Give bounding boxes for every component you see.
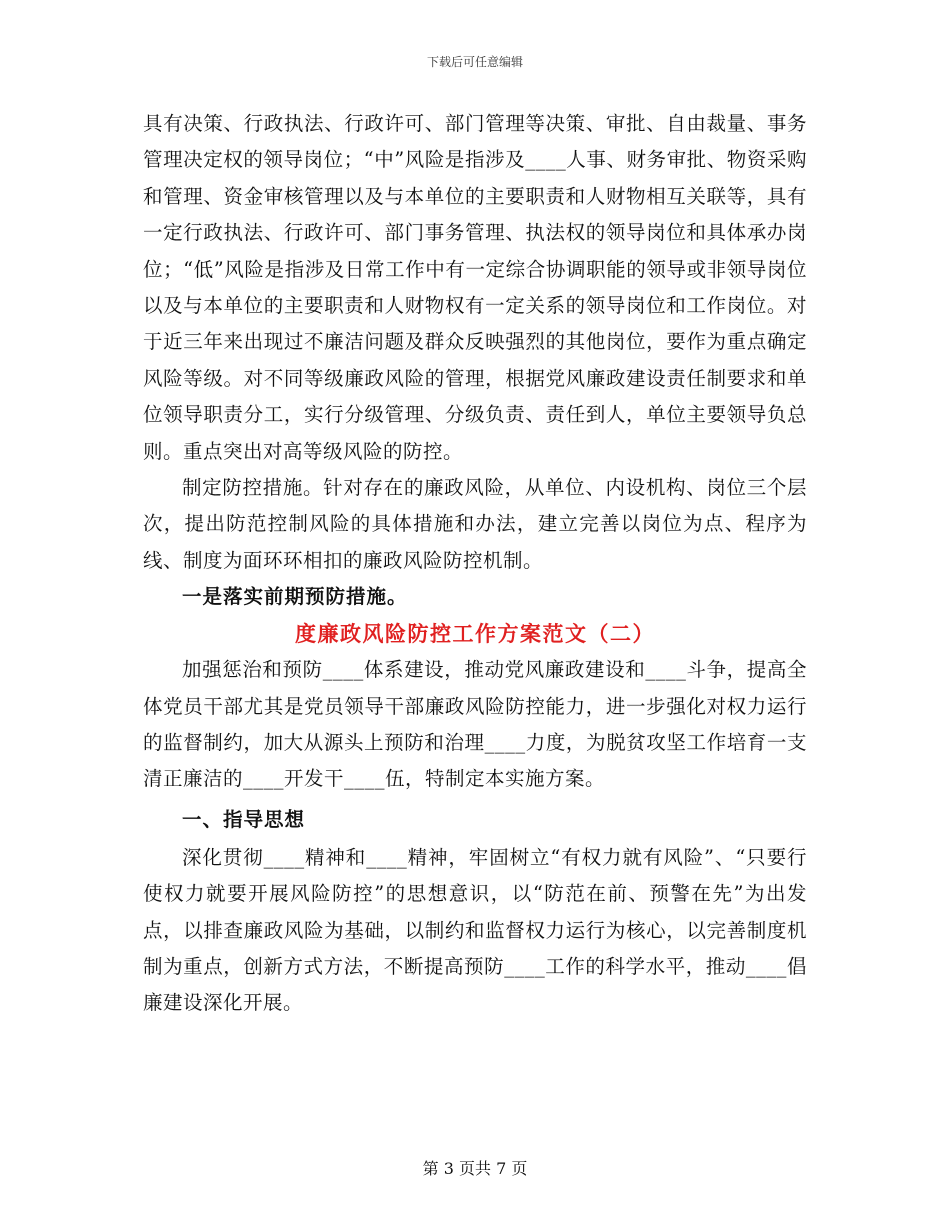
paragraph-guiding-ideology: 深化贯彻____精神和____精神，牢固树立“有权力就有风险”、“只要行使权力就要开展风险防控”的思想意识，以“防范在前、预警在先”为出发点，以排查廉政风险为基础，以制约和监督权力运行为核心，以完善制度机制为重点，创新方式方法，不断提高预防____工作的科学水平，推动____倡廉建设深化开展。 (143, 845, 807, 1015)
page-header: 下载后可任意编辑 (426, 55, 523, 69)
paragraph-intro: 加强惩治和预防____体系建设，推动党风廉政建设和____斗争，提高全体党员干部尤其是党员领导干部廉政风险防控能力，进一步强化对权力运行的监督制约，加大从源头上预防和治理____力度，为脱贫攻坚工作培育一支清正廉洁的____开发干____伍，特制定本实施方案。 (143, 658, 807, 791)
page-number: 第 3 页共 7 页 (422, 1159, 528, 1178)
subheading-prevention: 一是落实前期预防措施。 (182, 585, 408, 609)
paragraph-risk-levels: 具有决策、行政执法、行政许可、部门管理等决策、审批、自由裁量、事务管理决定权的领导岗位；“中”风险是指涉及____人事、财务审批、物资采购和管理、资金审核管理以及与本单位的主要职责和人财物相互关联等，具有一定行政执法、行政许可、部门事务管理、执法权的领导岗位和具体承办岗位；“低”风险是指涉及日常工作中有一定综合协调职能的领导或非领导岗位以及与本单位的主要职责和人财物权有一定关系的领导岗位和工作岗位。对于近三年来出现过不廉洁问题及群众反映强烈的其他岗位，要作为重点确定风险等级。对不同等级廉政风险的管理，根据党风廉政建设责任制要求和单位领导职责分工，实行分级管理、分级负责、责任到人，单位主要领导负总则。重点突出对高等级风险的防控。 (143, 112, 807, 463)
paragraph-control-measures: 制定防控措施。针对存在的廉政风险，从单位、内设机构、岗位三个层次，提出防范控制风险的具体措施和办法，建立完善以岗位为点、程序为线、制度为面环环相扣的廉政风险防控机制。 (143, 476, 807, 572)
section-heading-guiding-ideology: 一、指导思想 (182, 807, 306, 831)
document-title-part-two: 度廉政风险防控工作方案范文（二） (295, 621, 655, 646)
document-body (143, 106, 807, 1022)
